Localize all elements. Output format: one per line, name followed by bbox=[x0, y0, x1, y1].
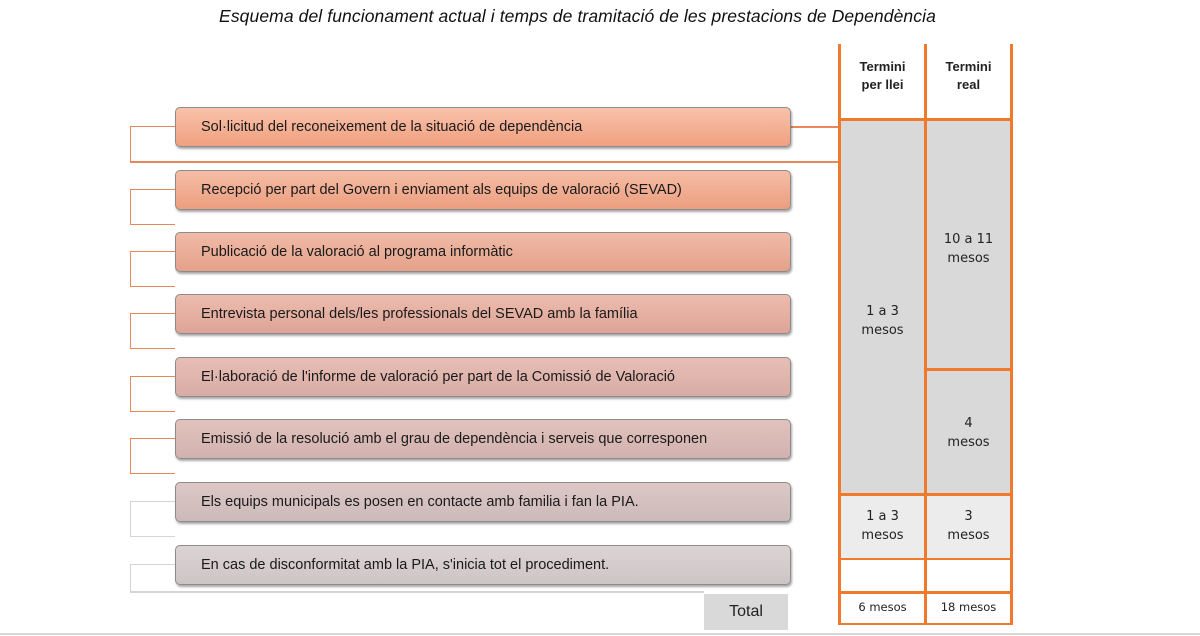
bracket-1 bbox=[130, 126, 175, 162]
step-emissio: Emissió de la resolució amb el grau de dependència i serveis que corresponen bbox=[175, 419, 791, 459]
row-line-disconf bbox=[838, 558, 1013, 560]
bracket-5 bbox=[130, 376, 175, 412]
connector-1-bottom bbox=[130, 161, 838, 163]
step-pia: Els equips municipals es posen en contacte amb familia i fan la PIA. bbox=[175, 482, 791, 522]
connector-8-bottom bbox=[130, 591, 704, 593]
step-solicitud: Sol·licitud del reconeixement de la situació de dependència bbox=[175, 107, 791, 147]
step-elaboracio: El·laboració de l'informe de valoració per part de la Comissió de Valoració bbox=[175, 357, 791, 397]
row-line-total-top bbox=[838, 591, 1013, 594]
bracket-7 bbox=[130, 501, 175, 537]
col-line-3 bbox=[1010, 44, 1013, 625]
header-termini-real: Termini real bbox=[945, 59, 992, 92]
duration-real-1: 10 a 11 mesos bbox=[943, 232, 994, 266]
bracket-6 bbox=[130, 438, 175, 474]
duration-llei-2: 1 a 3 mesos bbox=[861, 509, 904, 543]
step-recepcio: Recepció per part del Govern i enviament als equips de valoració (SEVAD) bbox=[175, 170, 791, 210]
step-entrevista: Entrevista personal dels/les professionals del SEVAD amb la família bbox=[175, 294, 791, 334]
bracket-4 bbox=[130, 313, 175, 349]
connector-1-top bbox=[791, 126, 838, 128]
bracket-3 bbox=[130, 251, 175, 287]
duration-real-2: 4 mesos bbox=[947, 416, 990, 450]
row-line-header bbox=[838, 118, 1013, 121]
total-label: Total bbox=[704, 594, 788, 630]
diagram-title: Esquema del funcionament actual i temps de tramitació de les prestacions de Dependència bbox=[219, 6, 936, 26]
total-real: 18 mesos bbox=[940, 600, 997, 614]
header-termini-llei: Termini per llei bbox=[859, 59, 906, 92]
duration-llei-1: 1 a 3 mesos bbox=[861, 304, 904, 338]
step-disconformitat: En cas de disconformitat amb la PIA, s'inicia tot el procediment. bbox=[175, 545, 791, 585]
bottom-rule bbox=[0, 633, 1200, 635]
duration-real-3: 3 mesos bbox=[947, 509, 990, 543]
row-line-real-split bbox=[924, 368, 1013, 371]
row-line-pia bbox=[838, 493, 1013, 496]
step-publicacio: Publicació de la valoració al programa informàtic bbox=[175, 232, 791, 272]
row-line-total-bottom bbox=[838, 623, 1013, 625]
total-llei: 6 mesos bbox=[858, 600, 907, 614]
bracket-8 bbox=[130, 564, 175, 592]
bracket-2 bbox=[130, 189, 175, 225]
